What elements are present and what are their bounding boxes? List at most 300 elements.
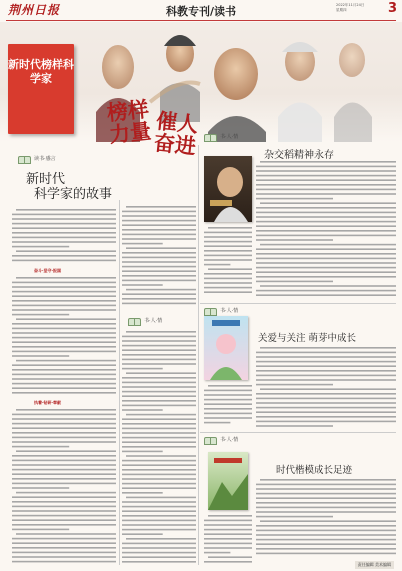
- book-cover-yuan: [204, 156, 252, 222]
- text-line: [256, 170, 396, 172]
- text-line: [12, 538, 116, 540]
- text-line: [122, 368, 163, 370]
- text-line: [122, 284, 163, 286]
- text-line: [12, 323, 116, 325]
- text-line: [122, 529, 196, 531]
- text-line: [12, 501, 116, 503]
- text-line: [256, 267, 396, 269]
- right-article-body-3b: [256, 478, 396, 558]
- text-line: [16, 250, 116, 252]
- text-line: [12, 460, 116, 462]
- text-line: [12, 473, 116, 475]
- text-line: [12, 542, 116, 544]
- text-line: [208, 385, 252, 387]
- book-icon: [18, 156, 30, 164]
- left-article-body-2: [12, 276, 116, 396]
- left-title-line1: 新时代: [26, 172, 66, 187]
- text-lines: [204, 226, 252, 296]
- text-line: [260, 244, 396, 246]
- text-line: [122, 363, 196, 365]
- text-line: [204, 232, 252, 234]
- text-line: [12, 506, 116, 508]
- text-lines: [204, 514, 252, 564]
- text-line: [12, 552, 116, 554]
- right-article-body-2b: [256, 346, 396, 428]
- text-line: [12, 337, 116, 339]
- text-line: [122, 252, 196, 254]
- text-line: [256, 370, 396, 372]
- text-line: [122, 506, 196, 508]
- text-line: [204, 264, 230, 266]
- text-lines: [12, 208, 116, 266]
- text-line: [256, 375, 396, 377]
- text-line: [204, 241, 252, 243]
- text-line: [126, 414, 196, 416]
- text-line: [122, 377, 196, 379]
- page-number: 3: [388, 1, 398, 16]
- text-line: [122, 451, 163, 453]
- text-line: [122, 552, 196, 554]
- text-line: [122, 418, 196, 420]
- text-line: [12, 455, 116, 457]
- cover-illustration: [204, 316, 248, 380]
- text-line: [16, 360, 116, 362]
- text-line: [126, 206, 196, 208]
- text-line: [12, 374, 116, 376]
- right-article-title-2: 关爱与关注 萌芽中成长: [258, 333, 357, 344]
- text-line: [12, 309, 116, 311]
- text-line: [122, 441, 196, 443]
- text-line: [260, 520, 396, 522]
- text-line: [256, 379, 396, 381]
- text-line: [122, 211, 196, 213]
- text-line: [204, 282, 252, 284]
- text-line: [12, 305, 116, 307]
- text-line: [256, 384, 333, 386]
- text-line: [256, 416, 396, 418]
- text-line: [122, 349, 196, 351]
- text-line: [122, 266, 196, 268]
- book-cover-nature: [208, 452, 248, 510]
- book-icon: [204, 134, 216, 142]
- text-line: [12, 423, 116, 425]
- text-line: [122, 478, 196, 480]
- text-line: [256, 271, 396, 273]
- right-article-title-3: 时代楷模成长足迹: [276, 465, 353, 476]
- text-line: [122, 487, 196, 489]
- text-line: [256, 179, 396, 181]
- text-line: [12, 246, 69, 248]
- middle-column-body-1: [122, 205, 196, 309]
- text-line: [12, 232, 116, 234]
- text-line: [12, 556, 116, 558]
- text-line: [122, 224, 196, 226]
- left-article-title: [26, 172, 112, 202]
- text-lines: [12, 408, 116, 566]
- date-text: 2022年11月24日: [336, 3, 365, 7]
- text-line: [208, 268, 252, 270]
- text-line: [256, 511, 396, 513]
- text-line: [204, 552, 230, 554]
- middle-column-body-2: [122, 330, 196, 566]
- text-line: [122, 354, 196, 356]
- text-line: [12, 314, 69, 316]
- text-line: [204, 236, 252, 238]
- book-icon: [204, 308, 216, 316]
- text-line: [256, 502, 396, 504]
- text-line: [256, 193, 396, 195]
- text-line: [12, 328, 116, 330]
- text-line: [204, 287, 252, 289]
- text-line: [126, 331, 196, 333]
- text-line: [204, 250, 252, 252]
- text-line: [122, 336, 196, 338]
- text-line: [122, 243, 163, 245]
- text-line: [256, 421, 396, 423]
- text-line: [126, 455, 196, 457]
- text-line: [256, 281, 333, 283]
- text-line: [122, 469, 196, 471]
- editor-credit: 责任编辑 美术编辑: [355, 561, 394, 569]
- portrait-3: [214, 48, 258, 100]
- text-line: [256, 230, 396, 232]
- text-line: [256, 258, 396, 260]
- text-line: [204, 278, 252, 280]
- text-line: [12, 496, 116, 498]
- text-line: [256, 262, 396, 264]
- column-divider: [198, 145, 199, 565]
- text-line: [122, 561, 196, 563]
- text-line: [122, 483, 196, 485]
- text-line: [12, 341, 116, 343]
- text-line: [256, 253, 396, 255]
- page-header: [0, 0, 402, 18]
- text-line: [12, 392, 116, 394]
- text-line: [256, 497, 396, 499]
- cover-portrait: [204, 156, 252, 222]
- header-rule: [6, 20, 396, 21]
- text-line: [204, 273, 252, 275]
- text-line: [12, 383, 116, 385]
- text-line: [122, 524, 196, 526]
- text-line: [16, 318, 116, 320]
- text-line: [12, 414, 116, 416]
- text-line: [256, 407, 396, 409]
- middle-column-tag: 书·人·情: [144, 318, 163, 324]
- weekday-text: 星期四: [336, 7, 347, 12]
- text-line: [122, 293, 196, 295]
- text-line: [256, 294, 396, 296]
- text-line: [122, 220, 196, 222]
- text-line: [122, 261, 196, 263]
- right-column-tag-3: 书·人·情: [220, 437, 239, 443]
- text-lines: [204, 384, 252, 428]
- right-column-tag-1: 书·人·情: [220, 134, 239, 140]
- text-line: [16, 492, 116, 494]
- text-line: [12, 437, 116, 439]
- text-line: [208, 556, 252, 558]
- text-line: [12, 223, 116, 225]
- text-line: [12, 441, 116, 443]
- right-article-title-1: 杂交稻精神永存: [264, 150, 334, 161]
- text-line: [12, 561, 116, 563]
- text-line: [256, 235, 396, 237]
- text-line: [122, 382, 196, 384]
- text-line: [12, 510, 116, 512]
- text-line: [122, 234, 196, 236]
- text-line: [122, 229, 196, 231]
- text-line: [204, 259, 252, 261]
- featured-book-title: 新时代榜样科学家: [8, 58, 74, 85]
- text-line: [126, 247, 196, 249]
- text-line: [260, 479, 396, 481]
- book-cover-children: [204, 316, 248, 380]
- text-line: [204, 538, 252, 540]
- text-line: [126, 372, 196, 374]
- text-line: [204, 524, 252, 526]
- text-lines: [256, 346, 396, 428]
- text-line: [204, 390, 252, 392]
- text-line: [12, 524, 116, 526]
- text-line: [204, 245, 252, 247]
- text-line: [256, 411, 396, 413]
- text-line: [256, 352, 396, 354]
- right-article-body-1a: [204, 226, 252, 296]
- text-line: [260, 347, 396, 349]
- text-line: [12, 487, 69, 489]
- text-line: [122, 405, 196, 407]
- text-line: [12, 427, 116, 429]
- text-line: [122, 303, 196, 305]
- text-line: [256, 221, 396, 223]
- text-line: [12, 237, 116, 239]
- text-line: [12, 346, 116, 348]
- text-line: [16, 409, 116, 411]
- text-line: [122, 423, 196, 425]
- text-line: [122, 437, 196, 439]
- section-divider: [200, 303, 396, 304]
- text-line: [122, 474, 196, 476]
- text-line: [204, 413, 252, 415]
- text-line: [260, 202, 396, 204]
- text-line: [122, 501, 196, 503]
- text-line: [12, 547, 116, 549]
- text-line: [208, 227, 252, 229]
- text-line: [12, 515, 116, 517]
- text-line: [256, 166, 396, 168]
- headline-right: 催人奋进: [152, 107, 200, 159]
- text-line: [12, 369, 116, 371]
- date-block: [336, 3, 364, 12]
- text-line: [12, 351, 116, 353]
- cover-illustration: [208, 452, 248, 510]
- left-article-body-1: [12, 208, 116, 266]
- text-line: [122, 533, 163, 535]
- text-line: [122, 428, 196, 430]
- text-line: [122, 340, 196, 342]
- right-column-tag-2: 书·人·情: [220, 308, 239, 314]
- text-line: [122, 215, 196, 217]
- text-line: [122, 464, 196, 466]
- text-line: [122, 446, 196, 448]
- text-line: [204, 561, 252, 563]
- text-line: [12, 387, 116, 389]
- text-line: [204, 394, 252, 396]
- text-line: [256, 425, 333, 427]
- text-line: [256, 175, 396, 177]
- text-line: [256, 365, 396, 367]
- text-line: [256, 484, 396, 486]
- text-line: [256, 493, 396, 495]
- text-line: [122, 298, 196, 300]
- text-line: [122, 400, 196, 402]
- text-line: [126, 538, 196, 540]
- text-lines: [256, 478, 396, 558]
- text-line: [12, 529, 69, 531]
- text-line: [12, 378, 116, 380]
- text-lines: [122, 330, 196, 566]
- featured-book-cover: [8, 44, 74, 134]
- headline-left: 榜样力量: [105, 96, 153, 148]
- text-line: [122, 520, 196, 522]
- text-line: [256, 276, 396, 278]
- text-line: [256, 530, 396, 532]
- text-line: [256, 248, 396, 250]
- text-line: [12, 295, 116, 297]
- text-line: [256, 225, 396, 227]
- text-line: [16, 277, 116, 279]
- text-line: [204, 408, 252, 410]
- text-line: [122, 386, 196, 388]
- text-line: [12, 286, 116, 288]
- text-line: [126, 289, 196, 291]
- text-line: [122, 270, 196, 272]
- text-line: [12, 418, 116, 420]
- text-line: [204, 547, 252, 549]
- text-line: [122, 359, 196, 361]
- text-line: [204, 529, 252, 531]
- text-line: [256, 239, 333, 241]
- text-line: [16, 209, 116, 211]
- text-line: [12, 291, 116, 293]
- text-line: [12, 519, 116, 521]
- text-line: [204, 533, 252, 535]
- column-divider: [119, 200, 120, 565]
- text-line: [256, 488, 396, 490]
- text-line: [12, 432, 116, 434]
- text-line: [204, 403, 252, 405]
- text-line: [256, 402, 396, 404]
- text-line: [16, 533, 116, 535]
- text-line: [12, 282, 116, 284]
- text-line: [256, 525, 396, 527]
- text-line: [12, 260, 116, 262]
- text-line: [16, 450, 116, 452]
- text-line: [256, 553, 396, 555]
- left-title-line2: 科学家的故事: [34, 187, 113, 202]
- text-line: [256, 361, 396, 363]
- text-line: [204, 543, 252, 545]
- text-lines: [12, 276, 116, 396]
- text-line: [256, 184, 396, 186]
- text-line: [122, 556, 196, 558]
- text-line: [204, 520, 252, 522]
- text-line: [122, 345, 196, 347]
- text-line: [12, 332, 116, 334]
- text-line: [256, 198, 333, 200]
- section-title: 科教专刊/读书: [165, 5, 237, 18]
- text-line: [260, 388, 396, 390]
- portrait-5: [339, 43, 365, 77]
- text-line: [204, 291, 252, 293]
- text-line: [122, 275, 196, 277]
- text-line: [256, 543, 396, 545]
- portrait-1: [102, 45, 134, 89]
- text-line: [256, 290, 396, 292]
- text-line: [126, 497, 196, 499]
- text-line: [122, 257, 196, 259]
- text-line: [12, 469, 116, 471]
- newspaper-logo: 荆州日报: [8, 3, 61, 17]
- text-line: [256, 356, 396, 358]
- text-line: [12, 241, 116, 243]
- left-subheading-2: 执着·钻研·奉献: [34, 400, 62, 405]
- text-line: [12, 214, 116, 216]
- text-line: [122, 543, 196, 545]
- text-line: [256, 189, 396, 191]
- left-article-body-3: [12, 408, 116, 566]
- text-line: [122, 460, 196, 462]
- text-line: [256, 507, 396, 509]
- text-line: [204, 399, 252, 401]
- text-line: [122, 238, 196, 240]
- text-line: [256, 516, 333, 518]
- book-icon: [204, 437, 216, 445]
- text-line: [12, 478, 116, 480]
- text-line: [256, 207, 396, 209]
- right-article-body-1b: [256, 160, 396, 298]
- text-line: [122, 432, 196, 434]
- text-line: [122, 391, 196, 393]
- text-line: [260, 285, 396, 287]
- right-article-body-3a: [204, 514, 252, 564]
- text-line: [204, 417, 252, 419]
- text-line: [256, 534, 396, 536]
- text-line: [12, 218, 116, 220]
- left-column-tag: 读书·感言: [34, 156, 56, 162]
- text-line: [122, 280, 196, 282]
- text-line: [12, 227, 116, 229]
- text-line: [12, 255, 116, 257]
- text-line: [12, 464, 116, 466]
- text-lines: [122, 205, 196, 309]
- text-line: [122, 547, 196, 549]
- text-line: [208, 515, 252, 517]
- book-icon: [128, 318, 140, 326]
- text-line: [122, 409, 163, 411]
- text-line: [256, 548, 396, 550]
- section-divider: [200, 432, 396, 433]
- text-line: [256, 393, 396, 395]
- text-line: [12, 300, 116, 302]
- text-line: [122, 395, 196, 397]
- text-line: [12, 446, 69, 448]
- text-line: [12, 364, 116, 366]
- text-line: [260, 161, 396, 163]
- text-line: [256, 539, 396, 541]
- text-line: [12, 483, 116, 485]
- text-line: [204, 255, 252, 257]
